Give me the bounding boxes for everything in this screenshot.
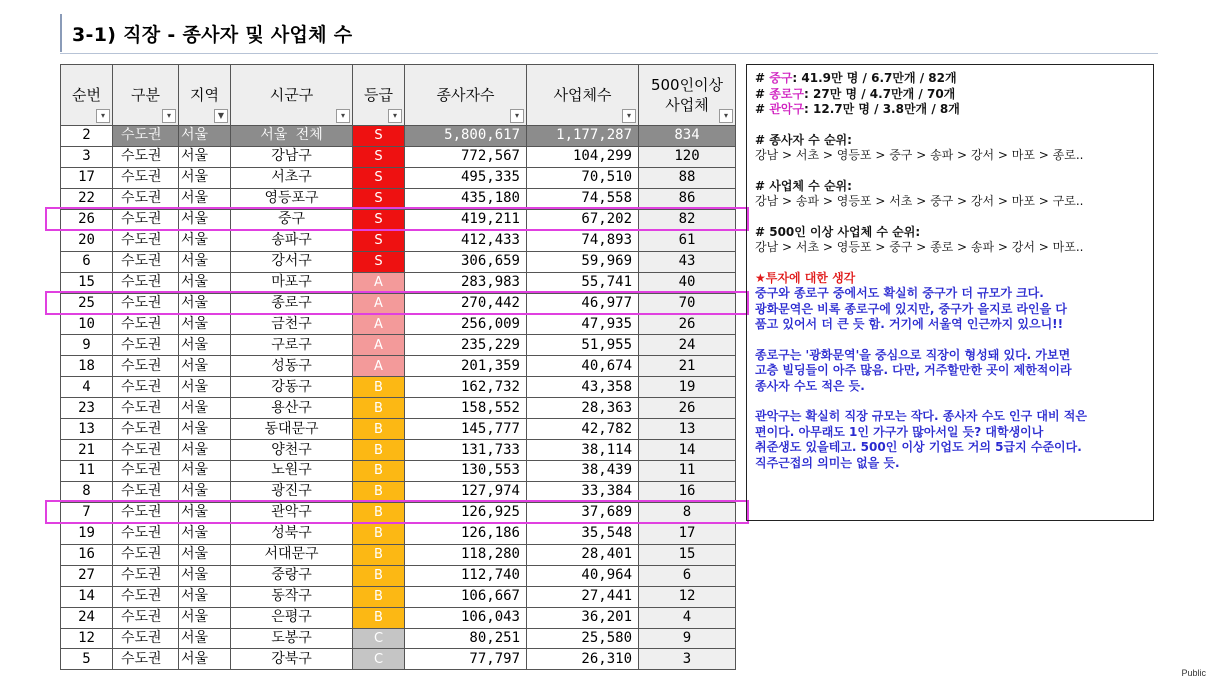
- cell-region: 수도권: [113, 419, 179, 440]
- cell-city: 서울: [179, 335, 231, 356]
- cell-workers: 419,211: [405, 209, 527, 230]
- cell-region: 수도권: [113, 356, 179, 377]
- cell-large-businesses: 17: [639, 523, 736, 544]
- cell-region: 수도권: [113, 209, 179, 230]
- cell-large-businesses: 26: [639, 398, 736, 419]
- cell-city: 서울: [179, 649, 231, 670]
- cell-grade: S: [353, 167, 405, 188]
- cell-district: 서대문구: [231, 544, 353, 565]
- cell-district: 강동구: [231, 377, 353, 398]
- cell-grade: B: [353, 565, 405, 586]
- cell-rank-no: 24: [61, 607, 113, 628]
- cell-city: 서울: [179, 146, 231, 167]
- cell-district: 강서구: [231, 251, 353, 272]
- cell-large-businesses: 9: [639, 628, 736, 649]
- cell-rank-no: 3: [61, 146, 113, 167]
- cell-district: 관악구: [231, 502, 353, 523]
- cell-businesses: 35,548: [527, 523, 639, 544]
- cell-businesses: 47,935: [527, 314, 639, 335]
- cell-workers: 118,280: [405, 544, 527, 565]
- cell-region: 수도권: [113, 251, 179, 272]
- cell-large-businesses: 834: [639, 126, 736, 147]
- table-row: [61, 335, 736, 356]
- cell-grade: B: [353, 461, 405, 482]
- cell-city: 서울: [179, 544, 231, 565]
- cell-grade: B: [353, 502, 405, 523]
- cell-workers: 77,797: [405, 649, 527, 670]
- table-row: [61, 565, 736, 586]
- cell-grade: S: [353, 188, 405, 209]
- cell-city: 서울: [179, 188, 231, 209]
- cell-workers: 162,732: [405, 377, 527, 398]
- cell-rank-no: 22: [61, 188, 113, 209]
- cell-grade: A: [353, 272, 405, 293]
- opinion-jongno-gu: [755, 348, 1145, 395]
- summary-prefix: #: [755, 102, 770, 116]
- cell-rank-no: 18: [61, 356, 113, 377]
- opinion-line: 편이다. 아무래도 1인 가구가 많아서일 듯? 대학생이나: [755, 424, 1044, 439]
- table-row: [61, 251, 736, 272]
- cell-large-businesses: 70: [639, 293, 736, 314]
- cell-businesses: 67,202: [527, 209, 639, 230]
- cell-city: 서울: [179, 126, 231, 147]
- cell-workers: 131,733: [405, 440, 527, 461]
- cell-district: 종로구: [231, 293, 353, 314]
- column-header: [639, 65, 736, 126]
- cell-businesses: 51,955: [527, 335, 639, 356]
- cell-large-businesses: 11: [639, 461, 736, 482]
- cell-businesses: 40,674: [527, 356, 639, 377]
- cell-businesses: 38,439: [527, 461, 639, 482]
- cell-rank-no: 23: [61, 398, 113, 419]
- summary-district: 중구: [769, 71, 793, 85]
- column-header-label: 순번: [72, 86, 101, 104]
- public-label: Public: [1181, 668, 1206, 678]
- cell-businesses: 38,114: [527, 440, 639, 461]
- table-row: [61, 356, 736, 377]
- cell-large-businesses: 24: [639, 335, 736, 356]
- summary-line: [755, 71, 1145, 87]
- cell-grade: B: [353, 419, 405, 440]
- cell-businesses: 59,969: [527, 251, 639, 272]
- title-divider: [60, 53, 1158, 54]
- summary-line: [755, 87, 1145, 103]
- cell-rank-no: 9: [61, 335, 113, 356]
- cell-businesses: 28,363: [527, 398, 639, 419]
- cell-city: 서울: [179, 293, 231, 314]
- opinion-line: 고층 빌딩들이 아주 많음. 다만, 거주할만한 곳이 제한적이라: [755, 363, 1072, 377]
- cell-district: 광진구: [231, 481, 353, 502]
- cell-region: 수도권: [113, 649, 179, 670]
- cell-grade: S: [353, 126, 405, 147]
- table-row: [61, 649, 736, 670]
- cell-workers: 306,659: [405, 251, 527, 272]
- summary-values: : 41.9만 명 / 6.7만개 / 82개: [792, 71, 957, 85]
- cell-large-businesses: 61: [639, 230, 736, 251]
- cell-businesses: 26,310: [527, 649, 639, 670]
- cell-region: 수도권: [113, 481, 179, 502]
- cell-rank-no: 6: [61, 251, 113, 272]
- cell-city: 서울: [179, 586, 231, 607]
- summary-prefix: #: [755, 71, 770, 85]
- cell-large-businesses: 21: [639, 356, 736, 377]
- opinion-title: ★투자에 대한 생각: [755, 270, 856, 285]
- cell-workers: 256,009: [405, 314, 527, 335]
- column-header: [231, 65, 353, 126]
- cell-rank-no: 25: [61, 293, 113, 314]
- filter-dropdown-icon[interactable]: ▾: [622, 109, 636, 123]
- cell-rank-no: 4: [61, 377, 113, 398]
- cell-rank-no: 11: [61, 461, 113, 482]
- column-header-label: 등급: [364, 86, 393, 104]
- cell-large-businesses: 43: [639, 251, 736, 272]
- cell-grade: B: [353, 440, 405, 461]
- table-row: [61, 272, 736, 293]
- cell-workers: 270,442: [405, 293, 527, 314]
- cell-large-businesses: 88: [639, 167, 736, 188]
- cell-businesses: 27,441: [527, 586, 639, 607]
- cell-grade: A: [353, 293, 405, 314]
- cell-businesses: 1,177,287: [527, 126, 639, 147]
- cell-businesses: 37,689: [527, 502, 639, 523]
- cell-city: 서울: [179, 167, 231, 188]
- column-header-label: 종사자수: [436, 86, 495, 104]
- cell-rank-no: 17: [61, 167, 113, 188]
- cell-large-businesses: 120: [639, 146, 736, 167]
- column-header-label: 사업체수: [553, 86, 612, 104]
- cell-grade: S: [353, 230, 405, 251]
- cell-large-businesses: 6: [639, 565, 736, 586]
- cell-district: 중구: [231, 209, 353, 230]
- rank-big: 강남 > 서초 > 영등포 > 중구 > 종로 > 송파 > 강서 > 마포..: [755, 240, 1084, 254]
- table-row: [61, 544, 736, 565]
- cell-large-businesses: 82: [639, 209, 736, 230]
- cell-region: 수도권: [113, 126, 179, 147]
- cell-region: 수도권: [113, 398, 179, 419]
- cell-rank-no: 26: [61, 209, 113, 230]
- table-row: [61, 419, 736, 440]
- cell-district: 마포구: [231, 272, 353, 293]
- filter-dropdown-icon[interactable]: ▾: [510, 109, 524, 123]
- column-header-label: 구분: [131, 86, 160, 104]
- cell-workers: 112,740: [405, 565, 527, 586]
- cell-region: 수도권: [113, 586, 179, 607]
- row-highlight-box: [45, 207, 749, 231]
- opinion-line: 종사자 수도 적은 듯.: [755, 378, 865, 393]
- cell-region: 수도권: [113, 523, 179, 544]
- summary-line: [755, 102, 1145, 118]
- cell-grade: B: [353, 523, 405, 544]
- cell-businesses: 55,741: [527, 272, 639, 293]
- cell-workers: 772,567: [405, 146, 527, 167]
- cell-city: 서울: [179, 440, 231, 461]
- cell-region: 수도권: [113, 146, 179, 167]
- cell-rank-no: 5: [61, 649, 113, 670]
- cell-city: 서울: [179, 628, 231, 649]
- cell-rank-no: 19: [61, 523, 113, 544]
- table-row: [61, 607, 736, 628]
- cell-rank-no: 15: [61, 272, 113, 293]
- opinion-jung-gu: [755, 286, 1145, 333]
- cell-city: 서울: [179, 481, 231, 502]
- row-highlight-box: [45, 291, 749, 315]
- cell-grade: B: [353, 586, 405, 607]
- table-row: [61, 314, 736, 335]
- table-row: [61, 440, 736, 461]
- cell-city: 서울: [179, 356, 231, 377]
- cell-businesses: 36,201: [527, 607, 639, 628]
- cell-region: 수도권: [113, 377, 179, 398]
- cell-city: 서울: [179, 272, 231, 293]
- opinion-line: 중구와 종로구 중에서도 확실히 중구가 더 규모가 크다.: [755, 286, 1044, 300]
- cell-businesses: 70,510: [527, 167, 639, 188]
- cell-district: 서울 전체: [231, 126, 353, 147]
- cell-rank-no: 27: [61, 565, 113, 586]
- cell-businesses: 25,580: [527, 628, 639, 649]
- column-header-label: 사업체: [665, 96, 709, 114]
- rank-workers-title: # 종사자 수 순위:: [755, 132, 852, 147]
- cell-workers: 126,925: [405, 502, 527, 523]
- cell-businesses: 46,977: [527, 293, 639, 314]
- column-header: [61, 65, 113, 126]
- cell-district: 금천구: [231, 314, 353, 335]
- cell-district: 강북구: [231, 649, 353, 670]
- cell-businesses: 28,401: [527, 544, 639, 565]
- cell-workers: 130,553: [405, 461, 527, 482]
- cell-city: 서울: [179, 565, 231, 586]
- cell-region: 수도권: [113, 628, 179, 649]
- cell-large-businesses: 16: [639, 481, 736, 502]
- cell-grade: C: [353, 649, 405, 670]
- cell-businesses: 42,782: [527, 419, 639, 440]
- column-header-label: 500인이상: [650, 76, 724, 94]
- rank-workers: 강남 > 서초 > 영등포 > 중구 > 송파 > 강서 > 마포 > 종로..: [755, 148, 1084, 162]
- cell-grade: S: [353, 251, 405, 272]
- table-total-row: [61, 126, 736, 147]
- filter-dropdown-icon[interactable]: ▾: [162, 109, 176, 123]
- cell-district: 송파구: [231, 230, 353, 251]
- cell-workers: 126,186: [405, 523, 527, 544]
- cell-large-businesses: 40: [639, 272, 736, 293]
- cell-city: 서울: [179, 502, 231, 523]
- cell-businesses: 74,558: [527, 188, 639, 209]
- filter-dropdown-icon[interactable]: ▾: [388, 109, 402, 123]
- table-row: [61, 230, 736, 251]
- cell-businesses: 104,299: [527, 146, 639, 167]
- cell-rank-no: 20: [61, 230, 113, 251]
- cell-district: 은평구: [231, 607, 353, 628]
- cell-region: 수도권: [113, 230, 179, 251]
- cell-grade: A: [353, 356, 405, 377]
- summary-block: [755, 71, 1145, 118]
- cell-workers: 495,335: [405, 167, 527, 188]
- summary-district: 관악구: [769, 102, 805, 116]
- cell-city: 서울: [179, 523, 231, 544]
- cell-workers: 158,552: [405, 398, 527, 419]
- cell-workers: 412,433: [405, 230, 527, 251]
- cell-grade: B: [353, 481, 405, 502]
- opinion-line: 관악구는 확실히 직장 규모는 작다. 종사자 수도 인구 대비 적은: [755, 409, 1087, 423]
- cell-large-businesses: 14: [639, 440, 736, 461]
- cell-workers: 5,800,617: [405, 126, 527, 147]
- page-title: 3-1) 직장 - 종사자 및 사업체 수: [72, 24, 353, 46]
- opinion-line: 품고 있어서 더 큰 듯 함. 거기에 서울역 인근까지 있으니!!: [755, 317, 1064, 331]
- cell-large-businesses: 12: [639, 586, 736, 607]
- column-header: [353, 65, 405, 126]
- column-header: [113, 65, 179, 126]
- opinion-line: 직주근접의 의미는 없을 듯.: [755, 455, 900, 470]
- cell-district: 성동구: [231, 356, 353, 377]
- cell-large-businesses: 8: [639, 502, 736, 523]
- cell-grade: A: [353, 335, 405, 356]
- cell-district: 노원구: [231, 461, 353, 482]
- cell-region: 수도권: [113, 188, 179, 209]
- cell-rank-no: 8: [61, 481, 113, 502]
- cell-workers: 106,043: [405, 607, 527, 628]
- cell-rank-no: 16: [61, 544, 113, 565]
- rank-biz: 강남 > 송파 > 영등포 > 서초 > 중구 > 강서 > 마포 > 구로..: [755, 194, 1084, 208]
- table-row: [61, 167, 736, 188]
- cell-city: 서울: [179, 377, 231, 398]
- table-row: [61, 523, 736, 544]
- cell-rank-no: 12: [61, 628, 113, 649]
- cell-grade: B: [353, 398, 405, 419]
- title-accent-bar: [60, 14, 62, 52]
- cell-grade: B: [353, 607, 405, 628]
- cell-district: 동작구: [231, 586, 353, 607]
- table-row: [61, 146, 736, 167]
- filter-dropdown-icon[interactable]: ▾: [336, 109, 350, 123]
- cell-district: 성북구: [231, 523, 353, 544]
- rank-big-title: # 500인 이상 사업체 수 순위:: [755, 224, 921, 239]
- cell-region: 수도권: [113, 293, 179, 314]
- row-highlight-box: [45, 500, 749, 524]
- cell-large-businesses: 19: [639, 377, 736, 398]
- cell-region: 수도권: [113, 272, 179, 293]
- cell-workers: 106,667: [405, 586, 527, 607]
- cell-businesses: 40,964: [527, 565, 639, 586]
- table-row: [61, 188, 736, 209]
- cell-region: 수도권: [113, 167, 179, 188]
- cell-grade: C: [353, 628, 405, 649]
- cell-workers: 235,229: [405, 335, 527, 356]
- table-row: [61, 628, 736, 649]
- cell-city: 서울: [179, 398, 231, 419]
- cell-rank-no: 10: [61, 314, 113, 335]
- cell-district: 영등포구: [231, 188, 353, 209]
- cell-district: 도봉구: [231, 628, 353, 649]
- filter-dropdown-icon[interactable]: ▼: [214, 109, 228, 123]
- cell-city: 서울: [179, 461, 231, 482]
- cell-grade: A: [353, 314, 405, 335]
- cell-region: 수도권: [113, 565, 179, 586]
- workers-business-table: [60, 64, 736, 670]
- opinion-gwanak-gu: [755, 409, 1145, 471]
- cell-city: 서울: [179, 251, 231, 272]
- cell-large-businesses: 15: [639, 544, 736, 565]
- cell-large-businesses: 4: [639, 607, 736, 628]
- table-row: [61, 398, 736, 419]
- cell-region: 수도권: [113, 335, 179, 356]
- cell-district: 강남구: [231, 146, 353, 167]
- cell-rank-no: 21: [61, 440, 113, 461]
- column-header: [527, 65, 639, 126]
- cell-grade: B: [353, 377, 405, 398]
- cell-district: 중랑구: [231, 565, 353, 586]
- cell-large-businesses: 13: [639, 419, 736, 440]
- cell-large-businesses: 26: [639, 314, 736, 335]
- cell-region: 수도권: [113, 461, 179, 482]
- notes-panel: [746, 64, 1154, 521]
- cell-rank-no: 7: [61, 502, 113, 523]
- table-row: [61, 481, 736, 502]
- table-row: [61, 377, 736, 398]
- opinion-line: 종로구는 '광화문역'을 중심으로 직장이 형성돼 있다. 가보면: [755, 347, 1071, 362]
- cell-city: 서울: [179, 314, 231, 335]
- cell-city: 서울: [179, 607, 231, 628]
- cell-workers: 283,983: [405, 272, 527, 293]
- table-row: [61, 586, 736, 607]
- cell-rank-no: 2: [61, 126, 113, 147]
- cell-region: 수도권: [113, 314, 179, 335]
- cell-rank-no: 14: [61, 586, 113, 607]
- cell-rank-no: 13: [61, 419, 113, 440]
- cell-region: 수도권: [113, 440, 179, 461]
- filter-dropdown-icon[interactable]: ▾: [96, 109, 110, 123]
- cell-workers: 201,359: [405, 356, 527, 377]
- table-header-row: [61, 65, 736, 126]
- cell-businesses: 43,358: [527, 377, 639, 398]
- cell-district: 구로구: [231, 335, 353, 356]
- table-row: [61, 461, 736, 482]
- cell-district: 양천구: [231, 440, 353, 461]
- cell-large-businesses: 3: [639, 649, 736, 670]
- summary-prefix: #: [755, 86, 770, 101]
- cell-region: 수도권: [113, 607, 179, 628]
- cell-district: 서초구: [231, 167, 353, 188]
- cell-grade: S: [353, 146, 405, 167]
- filter-dropdown-icon[interactable]: ▾: [719, 109, 733, 123]
- cell-grade: S: [353, 209, 405, 230]
- cell-businesses: 33,384: [527, 481, 639, 502]
- column-header: [405, 65, 527, 126]
- cell-city: 서울: [179, 209, 231, 230]
- cell-region: 수도권: [113, 502, 179, 523]
- column-header: [179, 65, 231, 126]
- cell-workers: 80,251: [405, 628, 527, 649]
- cell-businesses: 74,893: [527, 230, 639, 251]
- opinion-line: 취준생도 있을테고. 500인 이상 기업도 거의 5급지 수준이다.: [755, 440, 1082, 454]
- cell-region: 수도권: [113, 544, 179, 565]
- cell-large-businesses: 86: [639, 188, 736, 209]
- rank-biz-title: # 사업체 수 순위:: [755, 178, 852, 193]
- cell-workers: 435,180: [405, 188, 527, 209]
- summary-values: : 12.7만 명 / 3.8만개 / 8개: [804, 102, 960, 116]
- column-header-label: 지역: [190, 86, 219, 104]
- cell-city: 서울: [179, 419, 231, 440]
- summary-values: : 27만 명 / 4.7만개 / 70개: [804, 86, 956, 101]
- cell-city: 서울: [179, 230, 231, 251]
- cell-workers: 127,974: [405, 481, 527, 502]
- cell-grade: B: [353, 544, 405, 565]
- cell-district: 용산구: [231, 398, 353, 419]
- cell-district: 동대문구: [231, 419, 353, 440]
- cell-workers: 145,777: [405, 419, 527, 440]
- column-header-label: 시군구: [269, 86, 314, 104]
- summary-district: 종로구: [769, 86, 805, 101]
- opinion-line: 광화문역은 비록 종로구에 있지만, 중구가 을지로 라인을 다: [755, 301, 1068, 316]
